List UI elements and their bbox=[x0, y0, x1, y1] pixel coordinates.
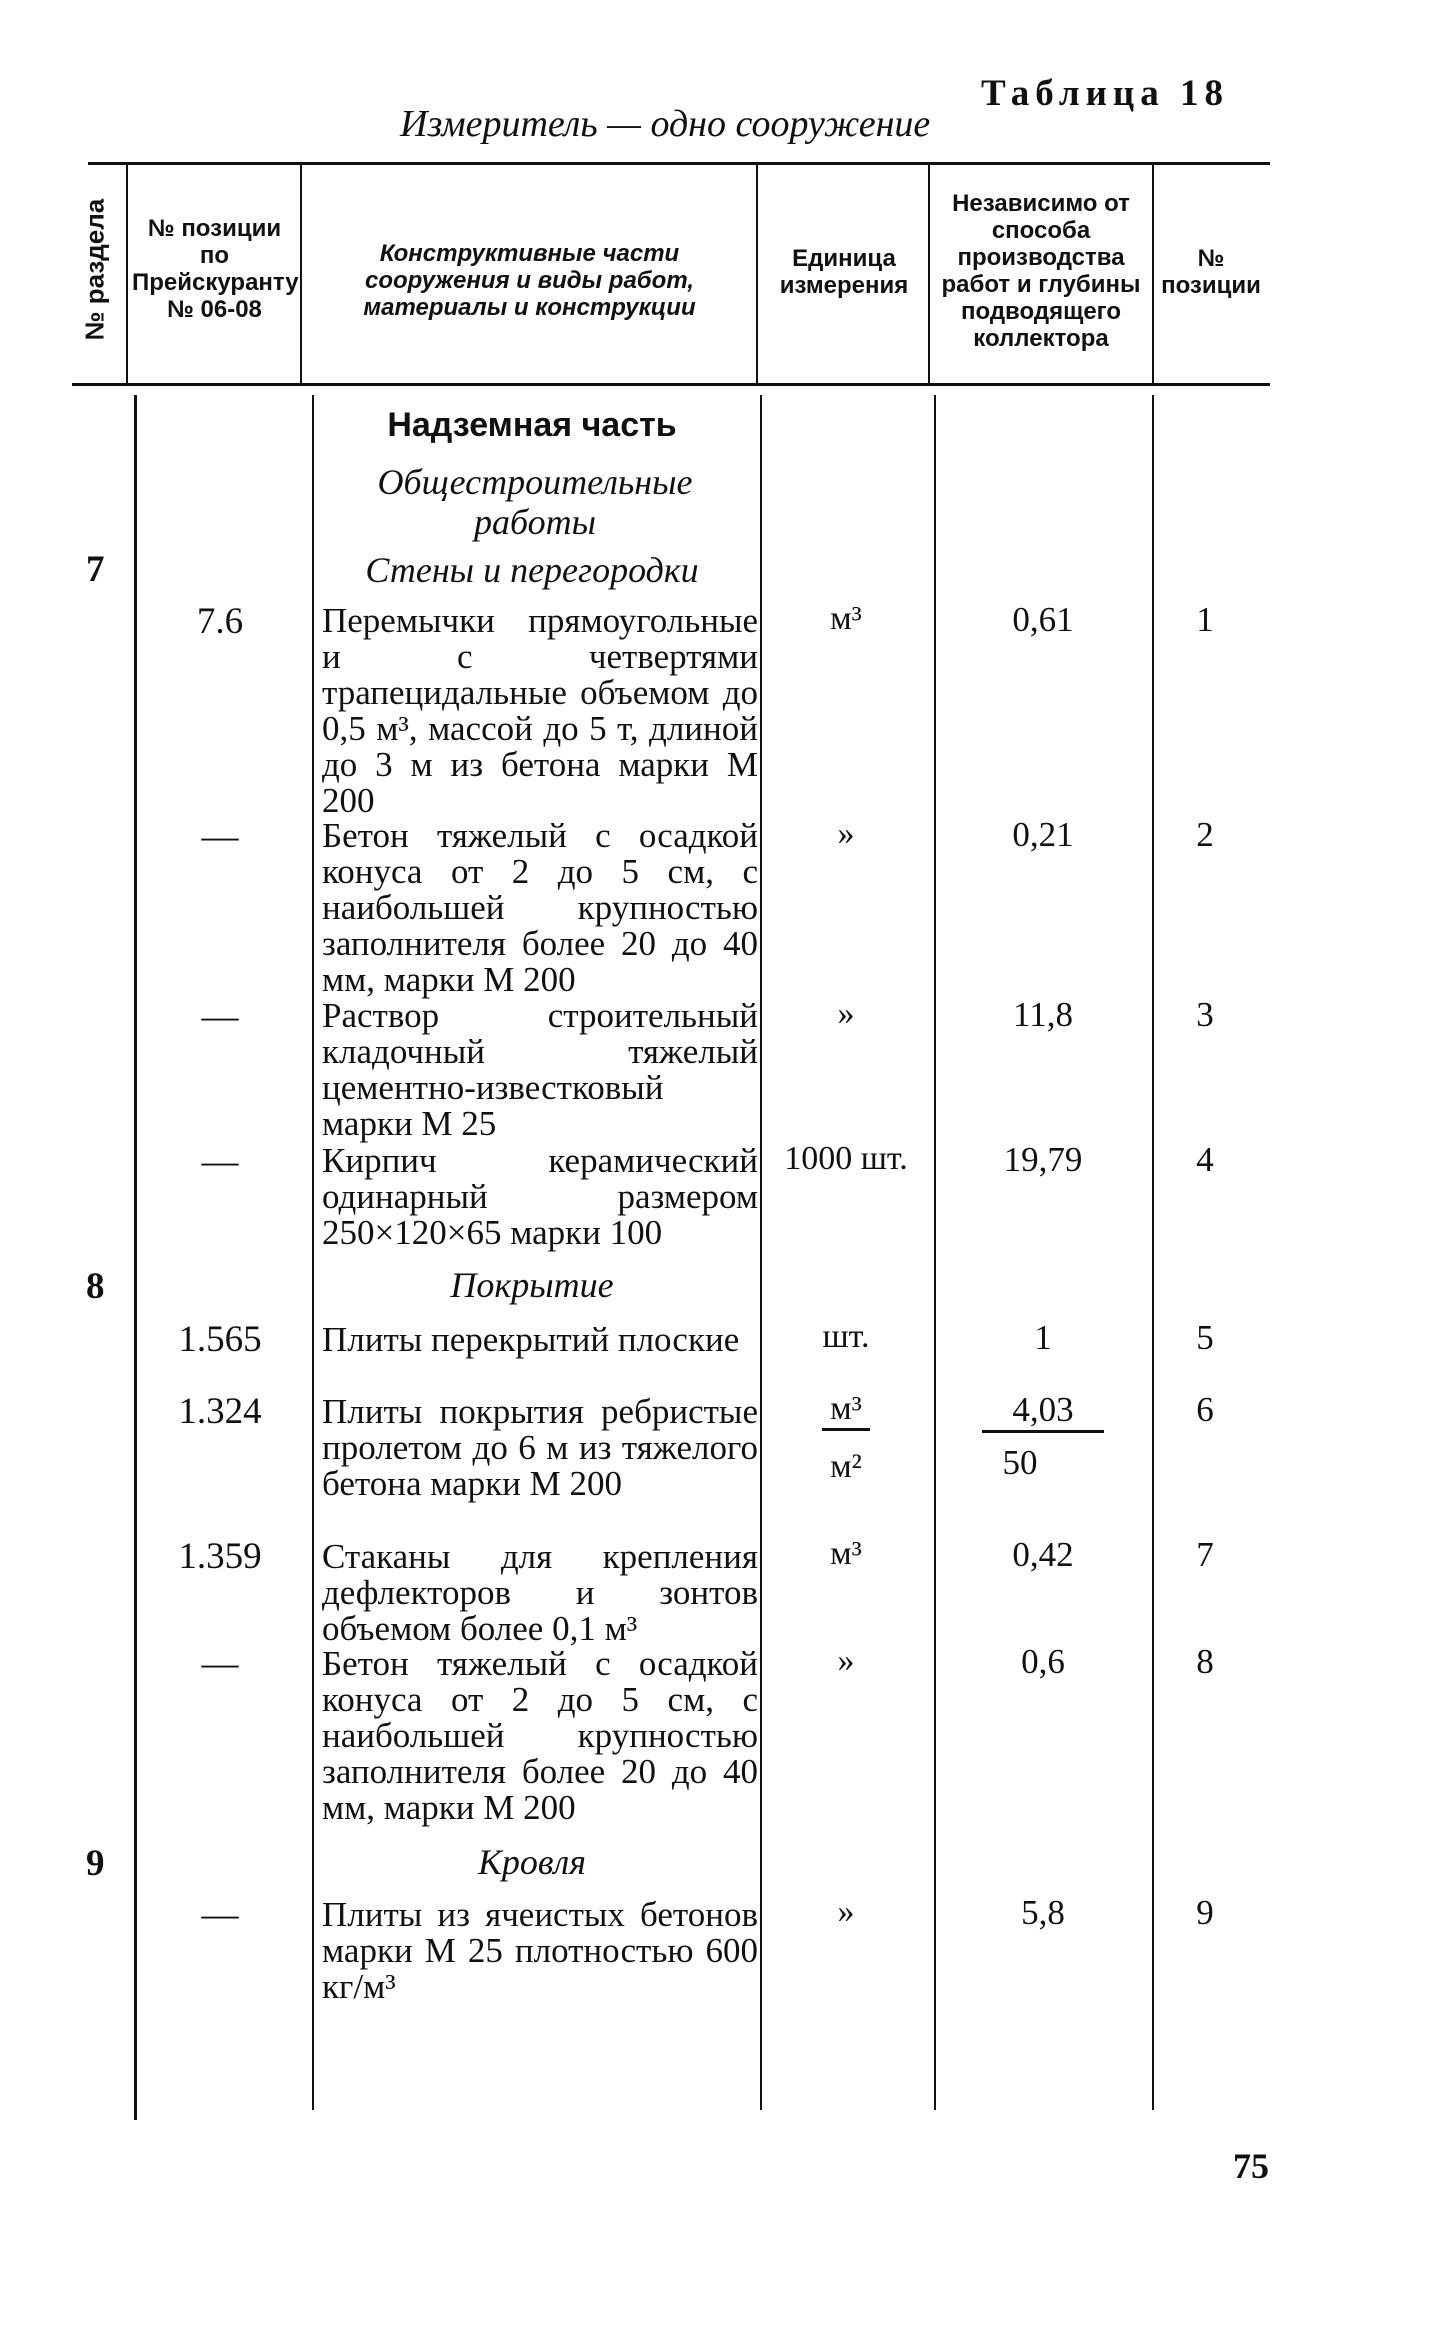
row-3-description: Раствор строительный кладочный тяжелый цементно-известковый марки М 25 bbox=[322, 996, 758, 1143]
header-bottom-rule bbox=[72, 383, 1270, 386]
header-price-position: № позиции по Прейскуранту № 06-08 bbox=[132, 215, 299, 323]
row-8-number: 8 bbox=[1196, 1642, 1214, 1681]
row-1-number: 1 bbox=[1196, 600, 1214, 639]
header-vline-3 bbox=[756, 165, 758, 383]
row-9-value: 5,8 bbox=[1021, 1893, 1065, 1932]
row-1-unit: м³ bbox=[830, 600, 862, 637]
section-number-7: 7 bbox=[86, 549, 105, 590]
row-3-value: 11,8 bbox=[1013, 995, 1073, 1034]
row-4-unit: 1000 шт. bbox=[784, 1140, 908, 1177]
header-top-rule bbox=[88, 162, 1270, 165]
row-5-value: 1 bbox=[1034, 1318, 1052, 1357]
row-7-value: 0,42 bbox=[1012, 1535, 1074, 1574]
header-unit: Единица измерения bbox=[779, 245, 909, 299]
row-5-unit: шт. bbox=[822, 1318, 870, 1355]
row-4-description: Кирпич керамический одинарный размером 250×120×65 марки 100 bbox=[322, 1141, 758, 1252]
body-vline-4 bbox=[934, 395, 936, 2110]
row-6-value-numerator: 4,03 bbox=[938, 1390, 1148, 1433]
heading-roof: Кровля bbox=[478, 1842, 586, 1882]
row-2-unit: » bbox=[837, 815, 855, 852]
body-vline-5 bbox=[1152, 395, 1154, 2110]
row-6-unit-denominator: м² bbox=[830, 1448, 862, 1485]
row-1-description: Перемычки прямоугольные и с четвертями трапецидальные объемом до 0,5 м³, массой до 5 т, длиной до 3 м из бетона марки М 200 bbox=[322, 601, 758, 820]
row-2-number: 2 bbox=[1196, 815, 1214, 854]
row-6-number: 6 bbox=[1196, 1390, 1214, 1429]
row-9-price-position: — bbox=[201, 1894, 239, 1935]
row-7-unit: м³ bbox=[830, 1535, 862, 1572]
row-3-price-position: — bbox=[201, 996, 239, 1037]
header-independent: Независимо от способа производства работ и глубины подводящего коллектора bbox=[941, 190, 1141, 352]
row-8-unit: » bbox=[837, 1642, 855, 1679]
row-2-value: 0,21 bbox=[1012, 815, 1074, 854]
row-8-price-position: — bbox=[201, 1643, 239, 1684]
table-number: Таблица 18 bbox=[981, 73, 1229, 114]
row-6-price-position: 1.324 bbox=[178, 1391, 262, 1432]
row-8-description: Бетон тяжелый с осадкой конуса от 2 до 5 см, с наибольшей крупностью заполнителя более 20 до 40 мм, марки М 200 bbox=[322, 1644, 758, 1827]
row-5-price-position: 1.565 bbox=[178, 1319, 262, 1360]
row-7-price-position: 1.359 bbox=[178, 1536, 262, 1577]
row-9-number: 9 bbox=[1196, 1893, 1214, 1932]
row-6-value-denominator: 50 bbox=[1002, 1443, 1038, 1482]
row-5-description: Плиты перекрытий плоские bbox=[322, 1320, 740, 1359]
page-number: 75 bbox=[1233, 2146, 1269, 2186]
heading-general-works: Общестроительные работы bbox=[377, 462, 693, 542]
heading-above-ground: Надземная часть bbox=[387, 406, 677, 444]
header-vline-4 bbox=[928, 165, 930, 383]
header-vline-2 bbox=[300, 165, 302, 383]
row-3-unit: » bbox=[837, 995, 855, 1032]
heading-roofing: Покрытие bbox=[450, 1265, 614, 1305]
section-number-8: 8 bbox=[86, 1266, 105, 1307]
heading-walls: Стены и перегородки bbox=[365, 550, 699, 590]
row-9-description: Плиты из ячеистых бетонов марки М 25 плотностью 600 кг/м³ bbox=[322, 1895, 758, 2006]
row-8-value: 0,6 bbox=[1021, 1642, 1065, 1681]
row-4-price-position: — bbox=[201, 1141, 239, 1182]
header-section: № раздела bbox=[79, 198, 110, 341]
row-1-value: 0,61 bbox=[1012, 600, 1074, 639]
row-6-description: Плиты покрытия ребристые пролетом до 6 м из тяжелого бетона марки М 200 bbox=[322, 1392, 758, 1503]
measure-caption: Измеритель — одно сооружение bbox=[400, 103, 931, 145]
header-vline-1 bbox=[126, 165, 128, 383]
row-6-unit-numerator: м³ bbox=[762, 1390, 930, 1431]
header-vline-5 bbox=[1152, 165, 1154, 383]
row-2-price-position: — bbox=[201, 816, 239, 857]
row-7-number: 7 bbox=[1196, 1535, 1214, 1574]
header-position: № позиции bbox=[1161, 245, 1261, 299]
header-parts: Конструктивные части сооружения и виды работ, материалы и конструкции bbox=[363, 240, 696, 321]
row-5-number: 5 bbox=[1196, 1318, 1214, 1357]
row-2-description: Бетон тяжелый с осадкой конуса от 2 до 5 см, с наибольшей крупностью заполнителя более 20 до 40 мм, марки М 200 bbox=[322, 816, 758, 999]
body-vline-1 bbox=[134, 395, 137, 2120]
row-4-number: 4 bbox=[1196, 1140, 1214, 1179]
row-1-price-position: 7.6 bbox=[196, 601, 244, 642]
section-number-9: 9 bbox=[86, 1843, 105, 1884]
body-vline-3 bbox=[760, 395, 762, 2110]
row-3-number: 3 bbox=[1196, 995, 1214, 1034]
row-9-unit: » bbox=[837, 1893, 855, 1930]
row-4-value: 19,79 bbox=[1003, 1140, 1083, 1179]
row-7-description: Стаканы для крепления дефлекторов и зонтов объемом более 0,1 м³ bbox=[322, 1537, 758, 1648]
